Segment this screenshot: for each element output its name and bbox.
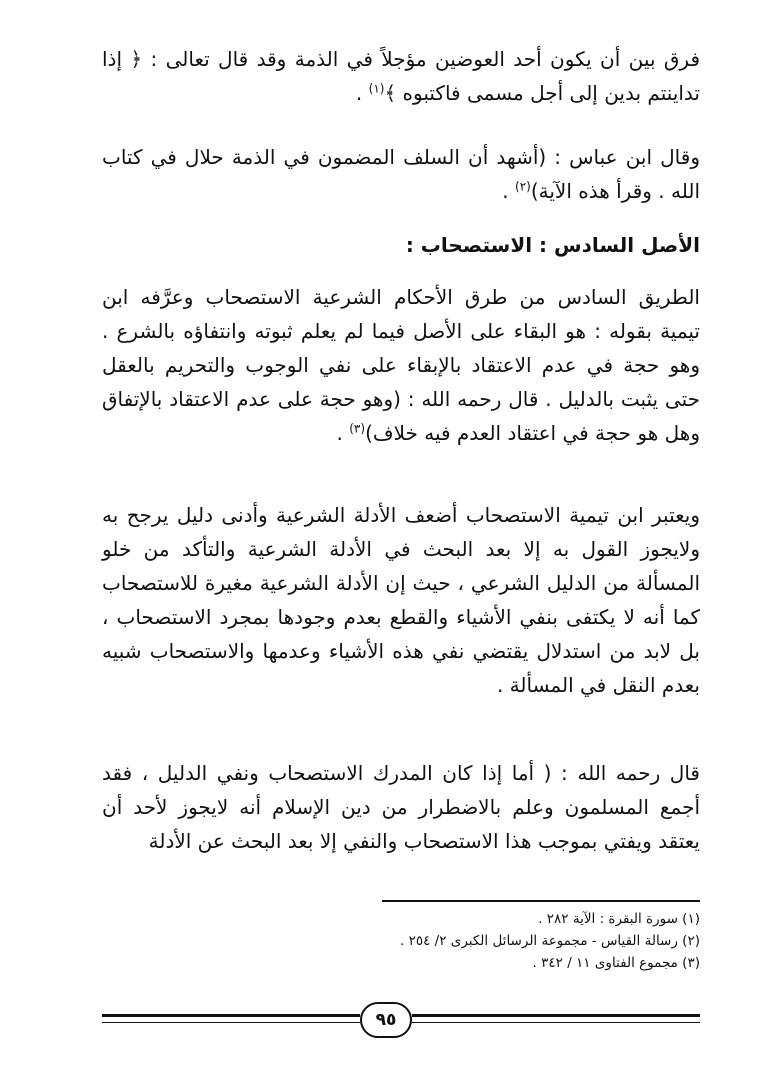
paragraph-3 (102, 280, 700, 450)
paragraph-4: ويعتبر ابن تيمية الاستصحاب أضعف الأدلة الشرعية وأدنى دليل يرجح به ولايجوز القول به إلا بعد البحث في الأدلة الشرعية والتأكد من خلو المسألة من الدليل الشرعي ، حيث إن الأدلة الشرعية مغيرة للاستصحاب كما أنه لا يكتفى بنفي الأشياء والقطع بعدم وجودها بمجرد الاستصحاب ، بل لابد من استدلال يقتضي نفي هذه الأشياء وعدمها والاستصحاب شبيه بعدم النقل في المسألة . (102, 503, 700, 697)
paragraph-1 (102, 42, 700, 110)
page-number: ٩٥ (360, 1002, 412, 1038)
bottom-rule-right-thin (412, 1022, 700, 1023)
footnote-1: (١) سورة البقرة : الآية ٢٨٢ . (538, 911, 700, 927)
paragraph-3-end: . (336, 421, 350, 445)
paragraph-1-end: . (355, 81, 369, 105)
bottom-rule-left-thin (102, 1022, 360, 1023)
footnote-ref-1: (١) (368, 81, 385, 96)
paragraph-2-text: وقال ابن عباس : (أشهد أن السلف المضمون في الذمة حلال في كتاب الله . وقرأ هذه الآية) (102, 145, 700, 203)
footnote-ref-3: (٣) (349, 421, 366, 436)
footnote-3: (٣) مجموع الفتاوى ١١ / ٣٤٢ . (532, 955, 700, 971)
bottom-rule-left-thick (102, 1014, 360, 1017)
paragraph-3-text: الطريق السادس من طرق الأحكام الشرعية الاستصحاب وعرَّفه ابن تيمية بقوله : هو البقاء على الأصل فيما لم يعلم ثبوته وانتفاؤه بالشرع . وهو حجة في عدم الاعتقاد بالإبقاء على نفي الوجوب والتحريم بالعقل حتى يثبت بالدليل . قال رحمه الله : (وهو حجة على عدم الاعتقاد بالإتفاق وهل هو حجة في اعتقاد العدم فيه خلاف) (102, 285, 700, 445)
paragraph-2-end: . (502, 179, 515, 203)
section-heading: الأصل السادس : الاستصحاب : (405, 233, 700, 257)
paragraph-5: قال رحمه الله : ( أما إذا كان المدرك الاستصحاب ونفي الدليل ، فقد أجمع المسلمون وعلم بالاضطرار من دين الإسلام أنه لايجوز لأحد أن يعتقد ويفتي بموجب هذا الاستصحاب والنفي إلا بعد البحث عن الأدلة (102, 761, 700, 853)
footnote-2: (٢) رسالة القياس - مجموعة الرسائل الكبرى ٢/ ٢٥٤ . (400, 933, 700, 949)
bottom-rule-right-thick (412, 1014, 700, 1017)
paragraph-2 (102, 140, 700, 208)
footnotes (102, 908, 700, 974)
footnote-separator (382, 900, 700, 902)
paragraph-1-text: فرق بين أن يكون أحد العوضين مؤجلاً في الذمة وقد قال تعالى : ﴿ إذا تداينتم بدين إلى أجل مسمى فاكتبوه ﴾ (102, 47, 700, 105)
footnote-ref-2: (٢) (515, 179, 531, 194)
